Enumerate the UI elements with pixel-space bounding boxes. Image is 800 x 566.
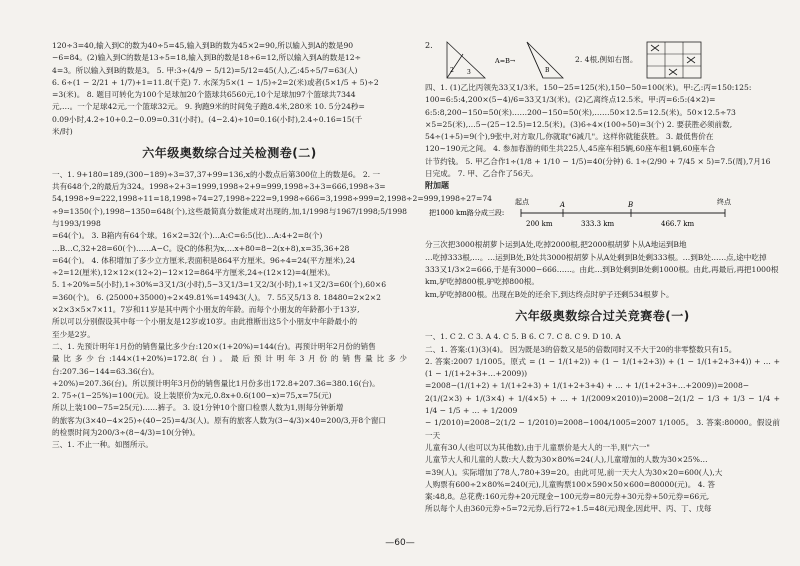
text-line: 6:5:8,200−150=50(米)……200−150=50(米),……50×12.5=12.5(米)。50×12.5÷73	[425, 107, 736, 117]
text-line: 的旅客为(3×40−4×25)÷(40−25)=4/3(人)。原有的旅客人数为(3−4/3)×40=200/3,开8个窗口	[52, 415, 387, 425]
text-line: 元,…。一个足球42元,一个篮球32元。 9. 狗跑9米的时间兔子跑8.4米,280米 10. 5分24秒=	[52, 102, 365, 112]
text-line: 100=6:5:4,200×(5−4)/6=33又1/3(米)。(2)乙离终点12.5米。甲:丙=6:5:(4×2)=	[425, 95, 716, 105]
text-line: =64(个)。 3. B箱内有64个球。16×2=32(个)…A:C=6:5(比)…A:4+2=8(个)	[52, 231, 323, 241]
diagram-end: 终点	[717, 198, 731, 207]
text-line: 5. 1÷20%=5(小时),1÷30%=3又1/3(小时),5−3又1/3=1又2/3(小时),1÷1又2/3=60(个),60×6	[52, 280, 387, 290]
section-title-exam-2: 六年级奥数综合过关检测卷(二)	[142, 146, 317, 161]
text-line: 二、1. 先预计明年1月份的销售量比多少台:120×(1+20%)=144(台)。再预计明年2月份的销售	[52, 341, 376, 351]
grid-figure	[645, 40, 705, 80]
text-line: 四、1. (1)乙比丙领先33又1/3米。150−25=125(米),150−50=100(米)。甲:乙:丙=150:125:	[425, 83, 752, 92]
text-line: 米/时)	[52, 127, 73, 137]
text-line: 6. 6÷(1 − 2/21 + 1/7)+1=11.8(千克) 7. 水深为5×(1 − 1/5)÷2=2(米)或者(5×1/5 + 5)÷2	[52, 77, 379, 87]
text-line: 4=3。所以输入到B的数是3。 5. 甲:3÷(4/9 − 5/12)=5/12=45(人),乙:45÷5/7=63(人)	[52, 65, 358, 75]
text-line: 所以上装100−75=25(元)……裤子。 3. 设1分钟10个窗口检票人数为1,则每分钟新增	[52, 403, 344, 413]
text-line: 120÷3=40,输入到C的数为40÷5=45,输入到B的数为45×2=90,所以输入到A的数是90	[52, 41, 354, 50]
text-line: ÷2=12(厘米),12×12×(12÷2)−12×12=864平方厘米,24÷(12×12)=4(厘米)。	[52, 268, 335, 278]
text-line: km,驴吃掉800根。出现在B处的还余下,到达终点时驴子还剩534根萝卜。	[425, 289, 674, 299]
arrow-label: A=B→	[495, 57, 515, 65]
figure-index: 2.	[425, 41, 433, 50]
diagram-seg2: 333.3 km	[581, 220, 615, 229]
page-number: —60—	[385, 538, 415, 548]
text-line: …B…C,32+28=60(个)……A−C。设C的体积为x,…x+80=8−2(x+8),x=35,36+28	[52, 243, 350, 253]
figure-label-2: 2	[450, 67, 454, 74]
text-line: ×5=25(米),…5−(25−12.5)=12.5(米)。(3)6÷4×(100÷50)=3(个) 2. 要获胜必须前数,	[425, 119, 733, 129]
arrow-figure	[495, 40, 515, 80]
text-line: 所以可以分别假设其中每一个小朋友是12岁或10岁。由此推断出这5个小朋友中年龄最小的	[52, 317, 358, 327]
text-line: − 1/2010)=2008−2(1/2 − 1/2010)=2008−1004/1005=2007 1/1005。 3. 答案:80000。假设前一天	[425, 418, 780, 440]
text-line: =2008−(1/(1+2) + 1/(1+2+3) + 1/(1+2+3+4) + … + 1/(1+2+3+…+2009))=2008−	[425, 381, 750, 391]
text-line: +20%)=207.36(台)。所以预计明年3月份的销售量比1月份多出172.8+207.36=380.16(台)。	[52, 378, 380, 388]
text-line: =3(米)。 8. 题目可转化为100个足球加20个篮球共6560元,10个足球加97个篮球共7344	[52, 90, 356, 100]
diagram-seg1: 200 km	[526, 220, 553, 229]
text-line: −6=84。(2)输入到C的数是13÷5=18,输入到B的数是18÷6=12,所以输入到A的数是12÷	[52, 53, 361, 63]
answers-line: 二、1. 答案:(1)(3)(4)。 因为既是3的倍数又是5的倍数同时又不大于20的非零整数只有15。	[425, 344, 737, 354]
text-line: 人购票有600÷2×80%=240(元),儿童购票100×590×50×600=80000(元)。 4. 答	[425, 479, 715, 489]
text-line: =39(人)。实际增加了78人,780+39=20。由此可见,前一天大人为30×20=600(人),大	[425, 467, 723, 477]
text-line: ÷9=1350(个),1998−1350=648(个),这些最简真分数能成对出现的,加,1/1998与1967/1998;5/1998与1993/1998	[52, 206, 407, 228]
text-line: 的检票时间为200/3÷(8−4/3)=10(分钟)。	[52, 428, 200, 438]
triangle-figure	[445, 40, 487, 80]
appendix-intro: 把1000 km路分成三段:	[429, 209, 505, 218]
text-line: 儿童节大人和儿童的人数:大人数为30×80%=24(人),儿童增加的人数为30×25%…	[425, 455, 708, 465]
text-line: 共有648个,2的最后为324。1998÷2+3=1999,1998÷2+9=999,1998÷3+3=666,1998÷3=	[52, 182, 386, 192]
figure-label-b: B	[545, 67, 550, 74]
text-line: 2(1/(2×3) + 1/(3×4) + 1/(4×5) + … + 1/(2009×2010))=2008−2(1/2 − 1/3 + 1/3 − 1/4 + 1/4 − 1/5 + … + 1/2009	[425, 393, 780, 416]
diagram-label-b: B	[628, 201, 634, 210]
diagram-seg3: 466.7 km	[661, 220, 695, 229]
text-line: 2. 答案:2007 1/1005。原式 = (1 − 1/(1+2)) + (1 − 1/(1+2+3)) + (1 − 1/(1+2+3+4)) + … + (1 − 1/(1+2+3+…+2009))	[425, 356, 780, 379]
text-line: =360(个)。 6. (25000+35000)÷2×49.81%=14943(人)。 7. 55又5/13 8. 18480=2×2×2	[52, 292, 381, 302]
diagram-start: 起点	[515, 198, 529, 207]
text-line: 0.09小时,4.2÷10+0.2−0.09=0.31(小时)。(4−2.4)÷10=0.16(小时),2.4÷0.16=15(千	[52, 114, 363, 124]
text-line: 分三次把3000根胡萝卜运到A处,吃掉2000根,把2000根胡萝卜从A地运到B地	[425, 240, 687, 250]
diagram-label-a: A	[560, 201, 566, 210]
figure-row	[425, 40, 780, 80]
text-line: 120~190元之间。 4. 参加春游的师生共225人,45座车租5辆,60座车租1辆,60座车合	[425, 144, 716, 154]
text-line: 量比多少台:144×(1+20%)=172.8(台)。最后预计明年3月份的销售量比多少台:207.36−144=63.36(台)。	[52, 354, 407, 376]
distance-line-svg	[425, 195, 780, 235]
text-line: 一、1. 9+180=189,(300−189)÷3=37,37+99=136,x的小数点后第300位上的数是6。 2. 一	[52, 169, 381, 179]
section-title-competition-1: 六年级奥数综合过关竞赛卷(一)	[515, 308, 690, 323]
figure-label-3: 3	[467, 69, 471, 76]
text-line: 至少是2岁。	[52, 329, 95, 339]
right-column	[425, 40, 780, 516]
text-line: 三、1. 不止一种。如图所示。	[52, 440, 153, 450]
text-line: 333又1/3×2=666,于是有3000−666……。由此…到B处剩到B处剩1000根。由此,再最后,再把1000根	[425, 264, 779, 274]
text-line: 日完成。 7. 甲、乙合作了56天。	[425, 169, 538, 179]
answers-line: 一、1. C 2. C 3. A 4. C 5. B 6. C 7. C 8. C 9. D 10. A	[425, 332, 621, 342]
text-line: 计节约钱。 5. 甲乙合作1÷(1/8 + 1/10 − 1/5)=40(分钟) 6. 1÷(2/90 + 7/45 × 5)=7.5(周),7月16	[425, 156, 771, 166]
rearranged-figure	[523, 40, 567, 80]
text-line: …吃掉333根,…。…运到B处,B处共3000根胡萝卜从A处剩到B处剩333根。…到B处……点,途中吃掉	[425, 252, 767, 262]
text-line: 2. 75÷(1−25%)=100(元)。设上装原价为x元,0.8x+0.6(100−x)=75,x=75(元)	[52, 391, 332, 401]
text-line: =64(个)。 4. 体积增加了多少立方厘米,表面积是864平方厘米。96÷4=24(平方厘米),24	[52, 255, 356, 265]
text-line: 儿童有30人(也可以为其他数),由于儿童票价是大人的一半,则"六一"	[425, 442, 650, 452]
text-line: ×2×3×5×7×11。7岁和11岁是其中两个小朋友的年龄。而每个小朋友的年龄都小于13岁,	[52, 305, 360, 315]
text-line: 所以每个人由360元券÷5=72元券,后行72÷1.5=48(元)现金,因此甲、丙、丁、戊每	[425, 504, 712, 514]
distance-diagram	[425, 195, 780, 235]
text-line: km,驴吃掉800根,驴吃掉800根。	[425, 277, 539, 287]
text-line: 案:48,8。总花费:160元券+20元现金−100元券=80元券+30元券+50元券=66元,	[425, 492, 710, 502]
text-line: 54÷(1+5)=9(个),9张中,对方取几,你就取"6减几"。这样你就能获胜。 3. 最低售价在	[425, 132, 714, 142]
text-line: 54,1998÷9=222,1998÷11=18,1998÷74=27,1998÷222=9,1998÷666=3,1998÷999=2,1998÷2=999,1998÷27=74	[52, 194, 492, 204]
appendix-title: 附加题	[425, 181, 449, 191]
figure-caption: 2. 4根,例如右图。	[575, 54, 638, 64]
